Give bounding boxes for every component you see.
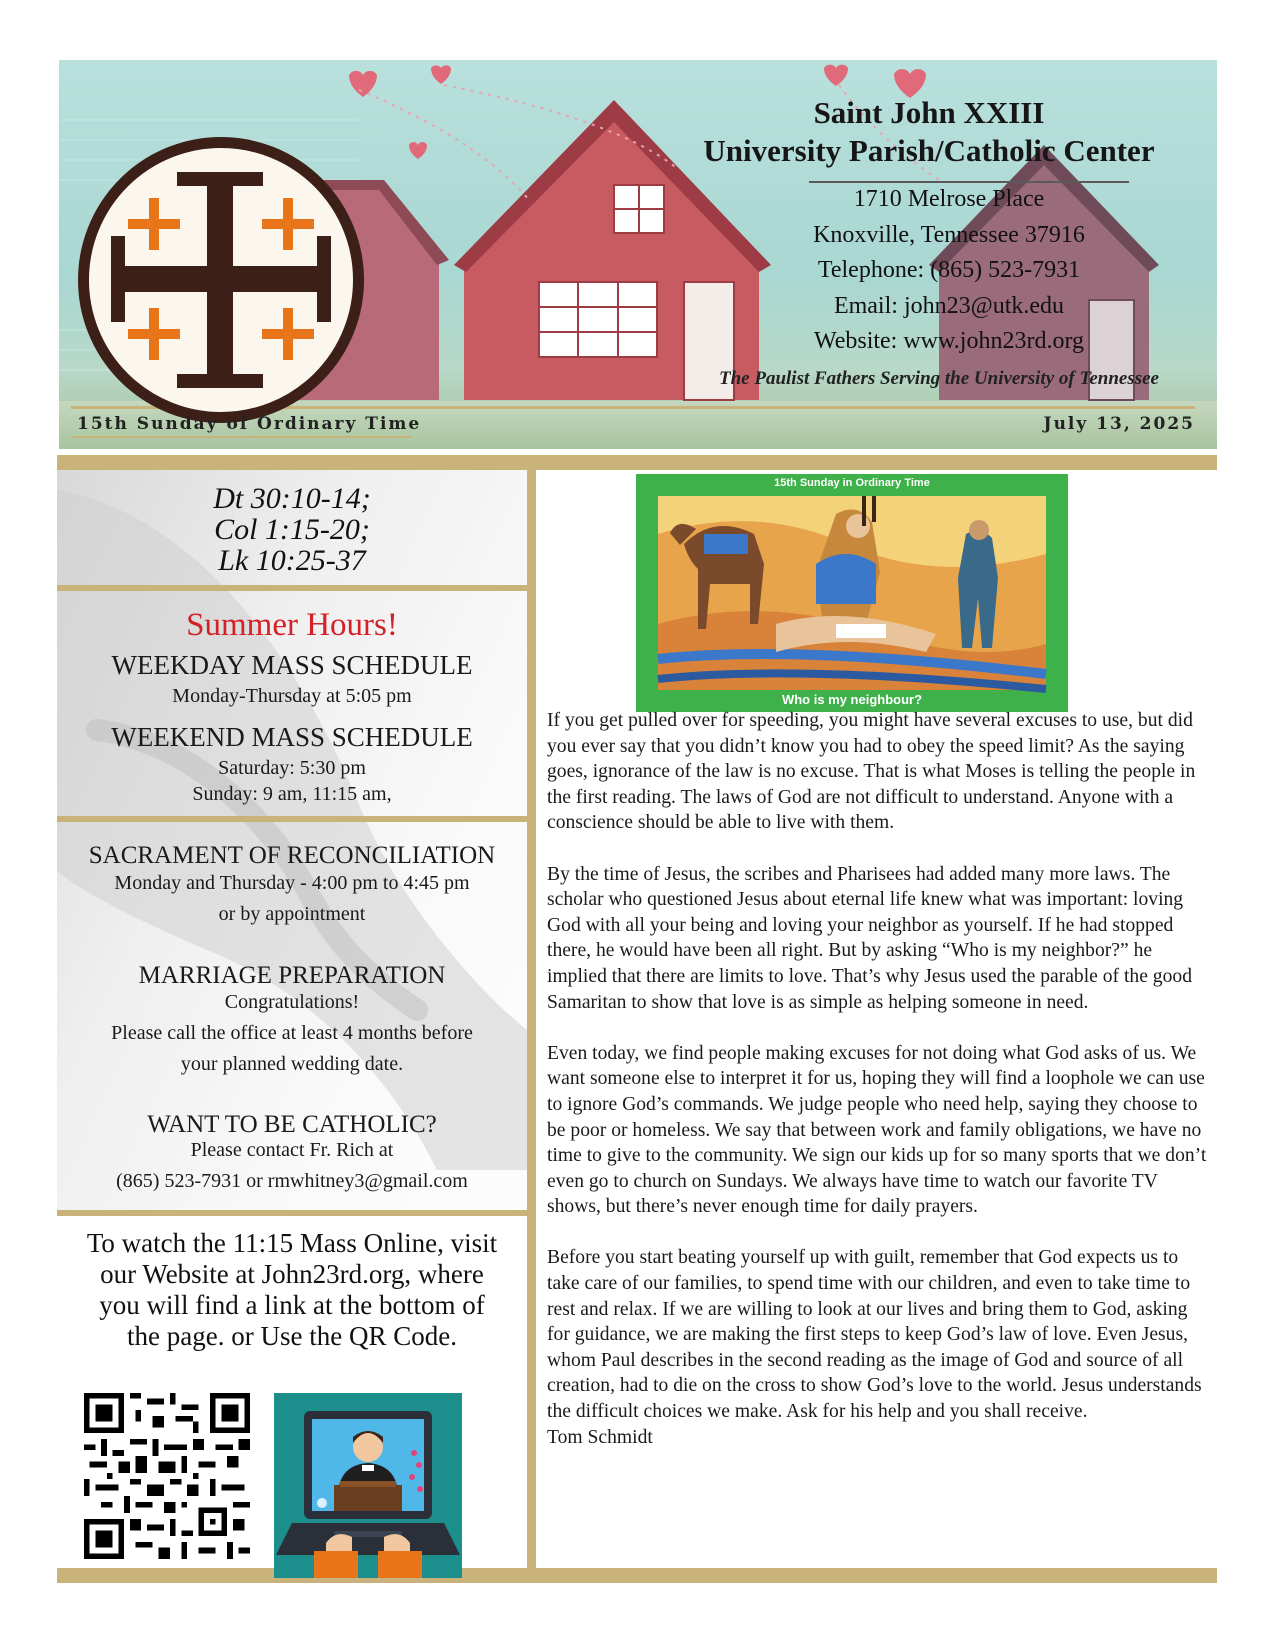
website: Website: www.john23rd.org xyxy=(813,328,1085,354)
marriage-heading: MARRIAGE PREPARATION xyxy=(138,962,446,989)
header-banner xyxy=(59,60,1217,449)
artwork-bottom-caption: Who is my neighbour? xyxy=(781,692,923,707)
weekday-mass-times: Monday-Thursday at 5:05 pm xyxy=(172,685,412,707)
weekday-mass-heading: WEEKDAY MASS SCHEDULE xyxy=(111,650,473,680)
parish-name-line2: University Parish/Catholic Center xyxy=(703,133,1155,168)
article-paragraph-4: Before you start beating yourself up with guilt, remember that God expects us to take care of our families, to spend time with our children, and even to take time to rest and relax. If we are willing to look at our lives and bring them to God, asking for guidance, we are making the first steps to keep God’s law of love. Even Jesus, whom Paul describes in the second reading as the image of God and source of all creation, had to die on the cross to show God’s love to the world. Jesus understands the difficult choices we make. Ask for his help and you shall receive. xyxy=(547,1247,1202,1423)
banner-gold-underline xyxy=(71,436,411,438)
artwork-top-caption: 15th Sunday in Ordinary Time xyxy=(774,477,930,489)
reflection-article xyxy=(547,708,1212,1450)
catholic-contact: Please contact Fr. Rich at xyxy=(190,1139,394,1161)
article-author: Tom Schmidt xyxy=(547,1426,653,1448)
jerusalem-cross-icon xyxy=(89,148,353,412)
readings-divider xyxy=(57,585,527,591)
article-paragraph-1: If you get pulled over for speeding, you might have several excuses to use, but did you ever say that you didn’t know you had to obey the speed limit? As the saying goes, ignorance of the law is no excuse. That is what Moses is telling the people in the first reading. The laws of God are not difficult to understand. Anyone with a conscience should be able to live with them. xyxy=(547,710,1196,834)
reconciliation-heading: SACRAMENT OF RECONCILIATION xyxy=(88,842,496,869)
weekend-mass-heading: WEEKEND MASS SCHEDULE xyxy=(111,722,473,752)
online-line-1: To watch the 11:15 Mass Online, visit xyxy=(86,1228,498,1258)
marriage-instructions-1: Please call the office at least 4 months before xyxy=(111,1022,473,1044)
telephone: Telephone: (865) 523-7931 xyxy=(817,257,1081,283)
online-line-2: our Website at John23rd.org, where xyxy=(100,1259,484,1289)
online-mass-illustration xyxy=(274,1393,462,1578)
good-samaritan-artwork xyxy=(636,474,1068,712)
city-state-zip: Knoxville, Tennessee 37916 xyxy=(813,221,1085,248)
marriage-instructions-2: your planned wedding date. xyxy=(180,1053,404,1075)
reconciliation-appointment: or by appointment xyxy=(218,903,366,925)
reading-gospel: Lk 10:25-37 xyxy=(218,544,366,577)
sunday-mass-times: Sunday: 9 am, 11:15 am, xyxy=(192,783,392,805)
summer-hours-title: Summer Hours! xyxy=(186,607,398,643)
good-samaritan-icon xyxy=(636,474,1068,712)
saturday-mass-time: Saturday: 5:30 pm xyxy=(218,757,366,779)
catholic-phone-email: (865) 523-7931 or rmwhitney3@gmail.com xyxy=(116,1170,468,1192)
catholic-heading: WANT TO BE CATHOLIC? xyxy=(147,1111,437,1138)
scripture-readings xyxy=(57,483,527,576)
marriage-congrats: Congratulations! xyxy=(224,991,360,1013)
online-line-3: you will find a link at the bottom of xyxy=(99,1290,485,1320)
priest-laptop-icon xyxy=(274,1393,462,1578)
liturgical-sunday: 15th Sunday of Ordinary Time xyxy=(77,414,422,434)
parish-logo xyxy=(78,137,364,423)
contact-block xyxy=(759,182,1139,360)
parish-name-line1: Saint John XXIII xyxy=(813,95,1045,130)
online-mass-info xyxy=(57,1228,527,1352)
street-address: 1710 Melrose Place xyxy=(853,186,1045,212)
reading-second: Col 1:15-20; xyxy=(214,513,370,546)
schedule-divider xyxy=(57,816,527,822)
parish-name xyxy=(659,94,1199,170)
column-divider xyxy=(527,470,536,1568)
online-line-4: the page. or Use the QR Code. xyxy=(127,1321,457,1351)
bulletin-date: July 13, 2025 xyxy=(1043,414,1195,434)
email: Email: john23@utk.edu xyxy=(833,292,1065,319)
reconciliation-times: Monday and Thursday - 4:00 pm to 4:45 pm xyxy=(114,872,470,894)
tagline: The Paulist Fathers Serving the University of Tennessee xyxy=(718,368,1159,389)
qr-code[interactable] xyxy=(80,1393,254,1559)
article-paragraph-2: By the time of Jesus, the scribes and Pharisees had added many more laws. The scholar who questioned Jesus about eternal life knew what was important: loving God with all your being and loving your neighbor as yourself. If he had stopped there, he would have been all right. But by asking “Who is my neighbor?” he implied that there are limits to love. That’s why Jesus used the parable of the good Samaritan to show that love is as simple as helping someone in need. xyxy=(547,863,1192,1013)
article-paragraph-3: Even today, we find people making excuses for not doing what God asks of us. We want someone else to interpret it for us, hoping they will find a loophole we can use to ignore God’s commands. We judge people who need help, saying they choose to be poor or homeless. We say that between work and family obligations, we have no time to give to the community. We sign our kids up for so many sports that we don’t even go to church on Sundays. We always have time to watch our favorite TV shows, but there’s never enough time for daily prayers. xyxy=(547,1042,1207,1218)
bottom-rule xyxy=(57,1568,1217,1583)
reading-first: Dt 30:10-14; xyxy=(213,482,371,515)
top-rule xyxy=(57,455,1217,470)
